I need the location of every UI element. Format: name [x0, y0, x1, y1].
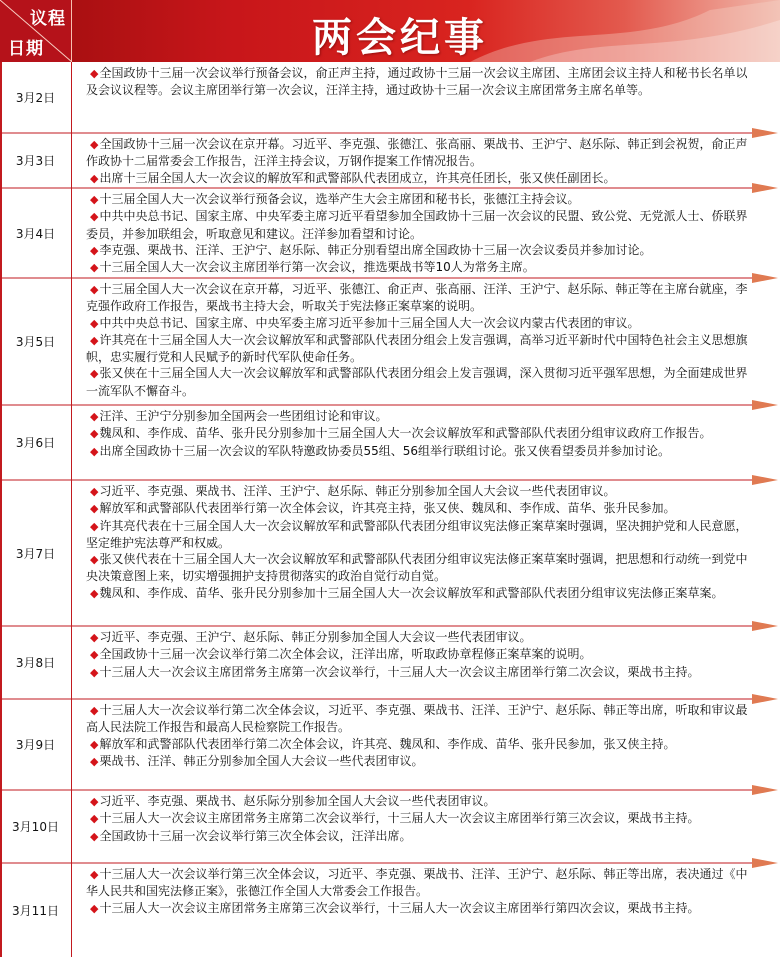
banner-decoration-icon [470, 0, 780, 62]
table-row [0, 626, 780, 699]
list-item: ◆ 中共中央总书记、国家主席、中央军委主席习近平参加十三届全国人大一次会议内蒙古代表团的审议。 [86, 315, 754, 332]
row-content [86, 793, 754, 845]
row-content [86, 408, 754, 460]
table-row [0, 863, 780, 957]
row-content [86, 702, 754, 770]
list-item: ◆ 中共中央总书记、国家主席、中央军委主席习近平看望参加全国政协十三届一次会议的民盟、致公党、无党派人士、侨联界委员，并参加联组会，听取意见和建议。汪洋参加看望和讨论。 [86, 208, 754, 242]
list-item: ◆ 魏凤和、李作成、苗华、张升民分别参加十三届全国人大一次会议解放军和武警部队代表团分组审议宪法修正案草案。 [86, 585, 754, 602]
list-item: ◆ 出席全国政协十三届一次会议的军队特邀政协委员55组、56组举行联组讨论。张又侠看望委员并参加讨论。 [86, 443, 754, 460]
table-row [0, 480, 780, 626]
table-row [0, 188, 780, 278]
list-item: ◆ 栗战书、汪洋、韩正分别参加全国人大会议一些代表团审议。 [86, 753, 754, 770]
row-content [86, 629, 754, 681]
list-item: ◆ 十三届人大一次会议主席团常务主席第一次会议举行，十三届人大一次会议主席团举行第二次会议，栗战书主持。 [86, 664, 754, 681]
header-corner-cell [0, 0, 72, 62]
list-item: ◆ 解放军和武警部队代表团举行第一次全体会议，许其亮主持，张又侠、魏凤和、李作成、苗华、张升民参加。 [86, 500, 754, 517]
list-item: ◆ 习近平、李克强、王沪宁、赵乐际、韩正分别参加全国人大会议一些代表团审议。 [86, 629, 754, 646]
page-title: 两会纪事 [312, 14, 488, 61]
list-item: ◆ 魏凤和、李作成、苗华、张升民分别参加十三届全国人大一次会议解放军和武警部队代表团分组审议政府工作报告。 [86, 425, 754, 442]
row-date: 3月9日 [0, 699, 72, 790]
row-content [86, 281, 754, 399]
list-item: ◆ 十三届人大一次会议主席团常务主席第二次会议举行，十三届人大一次会议主席团举行第三次会议，栗战书主持。 [86, 810, 754, 827]
row-content [86, 483, 754, 602]
list-item: ◆ 全国政协十三届一次会议在京开幕。习近平、李克强、张德江、张高丽、栗战书、王沪宁、赵乐际、韩正到会祝贺，俞正声作政协十二届常委会工作报告，汪洋主持会议，万钢作提案工作情况报告。 [86, 136, 754, 170]
list-item: ◆ 全国政协十三届一次会议举行第三次全体会议，汪洋出席。 [86, 828, 754, 845]
row-date: 3月4日 [0, 188, 72, 278]
list-item: ◆ 全国政协十三届一次会议举行预备会议，俞正声主持，通过政协十三届一次会议主席团、主席团会议主持人和秘书长名单以及会议议程等。会议主席团举行第一次会议，汪洋主持，通过政协十三届一次会议主席团常务主席名单等。 [86, 65, 754, 99]
row-date: 3月8日 [0, 626, 72, 699]
table-row [0, 278, 780, 405]
list-item: ◆ 十三届全国人大一次会议举行预备会议，选举产生大会主席团和秘书长，张德江主持会议。 [86, 191, 754, 208]
list-item: ◆ 习近平、李克强、栗战书、赵乐际分别参加全国人大会议一些代表团审议。 [86, 793, 754, 810]
table-row [0, 133, 780, 188]
list-item: ◆ 许其亮在十三届全国人大一次会议解放军和武警部队代表团分组会上发言强调，高举习近平新时代中国特色社会主义思想旗帜，忠实履行党和人民赋予的新时代军队使命任务。 [86, 332, 754, 366]
list-item: ◆ 十三届人大一次会议主席团常务主席第三次会议举行，十三届人大一次会议主席团举行第四次会议，栗战书主持。 [86, 900, 754, 917]
list-item: ◆ 习近平、李克强、栗战书、汪洋、王沪宁、赵乐际、韩正分别参加全国人大会议一些代表团审议。 [86, 483, 754, 500]
header-banner [0, 0, 780, 62]
list-item: ◆ 全国政协十三届一次会议举行第二次全体会议，汪洋出席，听取政协章程修正案草案的说明。 [86, 646, 754, 663]
row-content [86, 136, 754, 187]
list-item: ◆ 出席十三届全国人大一次会议的解放军和武警部队代表团成立，许其亮任团长，张又侠任副团长。 [86, 170, 754, 187]
list-item: ◆ 十三届人大一次会议举行第三次全体会议，习近平、李克强、栗战书、汪洋、王沪宁、赵乐际、韩正等出席，表决通过《中华人民共和国宪法修正案》，张德江作全国人大常委会工作报告。 [86, 866, 754, 900]
table-row [0, 790, 780, 863]
row-date: 3月3日 [0, 133, 72, 188]
list-item: ◆ 张又侠在十三届全国人大一次会议解放军和武警部队代表团分组会上发言强调，深入贯彻习近平强军思想，为全面建成世界一流军队不懈奋斗。 [86, 365, 754, 399]
header-agenda-label: 议程 [30, 9, 66, 29]
list-item: ◆ 张又侠代表在十三届全国人大一次会议解放军和武警部队代表团分组审议宪法修正案草案时强调，把思想和行动统一到党中央决策意图上来，切实增强拥护支持贯彻落实的政治自觉行动自觉。 [86, 551, 754, 585]
table-row [0, 699, 780, 790]
list-item: ◆ 十三届人大一次会议举行第二次全体会议，习近平、李克强、栗战书、汪洋、王沪宁、赵乐际、韩正等出席，听取和审议最高人民法院工作报告和最高人民检察院工作报告。 [86, 702, 754, 736]
list-item: ◆ 十三届全国人大一次会议在京开幕，习近平、张德江、俞正声、张高丽、汪洋、王沪宁、赵乐际、韩正等在主席台就座，李克强作政府工作报告，栗战书主持大会，听取关于宪法修正案草案的说明。 [86, 281, 754, 315]
row-date: 3月5日 [0, 278, 72, 405]
row-date: 3月6日 [0, 405, 72, 480]
row-date: 3月7日 [0, 480, 72, 626]
list-item: ◆ 许其亮代表在十三届全国人大一次会议解放军和武警部队代表团分组审议宪法修正案草案时强调，坚决拥护党和人民意愿，坚定维护宪法尊严和权威。 [86, 518, 754, 552]
row-date: 3月11日 [0, 863, 72, 957]
row-content [86, 866, 754, 917]
table-row [0, 62, 780, 133]
list-item: ◆ 解放军和武警部队代表团举行第二次全体会议，许其亮、魏凤和、李作成、苗华、张升民参加，张又侠主持。 [86, 736, 754, 753]
row-date: 3月10日 [0, 790, 72, 863]
list-item: ◆ 汪洋、王沪宁分别参加全国两会一些团组讨论和审议。 [86, 408, 754, 425]
list-item: ◆ 十三届全国人大一次会议主席团举行第一次会议，推选栗战书等10人为常务主席。 [86, 259, 754, 276]
row-date: 3月2日 [0, 62, 72, 133]
list-item: ◆ 李克强、栗战书、汪洋、王沪宁、赵乐际、韩正分别看望出席全国政协十三届一次会议委员并参加讨论。 [86, 242, 754, 259]
row-content [86, 191, 754, 276]
header-date-label: 日期 [8, 39, 44, 59]
table-row [0, 405, 780, 480]
row-content [86, 65, 754, 99]
